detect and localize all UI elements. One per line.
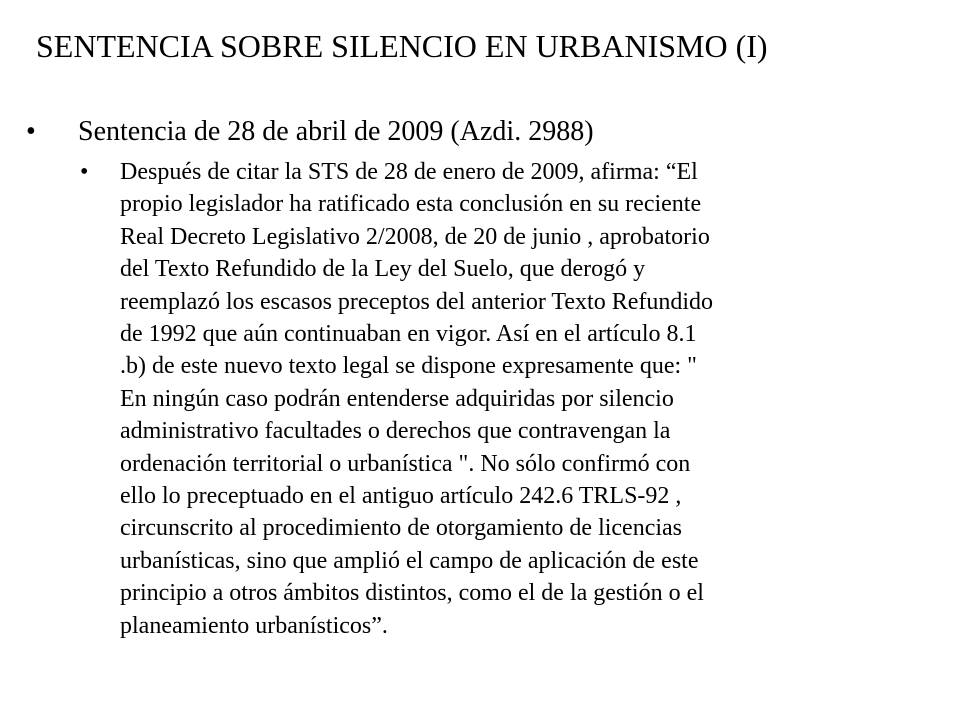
quote-line: planeamiento urbanísticos”. [120, 612, 388, 639]
sub-bullet-dot-icon: • [80, 159, 89, 185]
quote-line: administrativo facultades o derechos que contravengan la [120, 418, 671, 445]
quote-line: circunscrito al procedimiento de otorgamiento de licencias [120, 515, 683, 542]
bullet-heading-text: Sentencia de 28 de abril de 2009 (Azdi. 2988) [78, 116, 594, 147]
quote-line: del Texto Refundido de la Ley del Suelo, que derogó y [120, 256, 646, 283]
quote-line: Real Decreto Legislativo 2/2008, de 20 de junio , aprobatorio [120, 223, 710, 250]
quote-line: propio legislador ha ratificado esta conclusión en su reciente [120, 191, 702, 218]
quote-line: de 1992 que aún continuaban en vigor. Así en el artículo 8.1 [120, 321, 697, 348]
quote-line: Después de citar la STS de 28 de enero de 2009, afirma: “El [120, 159, 698, 185]
quote-line: En ningún caso podrán entenderse adquiridas por silencio [120, 385, 674, 412]
quote-line: principio a otros ámbitos distintos, como el de la gestión o el [120, 580, 704, 607]
bullet-dot-icon: • [26, 116, 36, 147]
quote-paragraph [120, 156, 920, 642]
quote-line: urbanísticas, sino que amplió el campo de aplicación de este [120, 547, 699, 574]
quote-line: ello lo preceptuado en el antiguo artículo 242.6 TRLS-92 , [120, 483, 682, 510]
slide-title: SENTENCIA SOBRE SILENCIO EN URBANISMO (I) [36, 28, 768, 64]
quote-line: .b) de este nuevo texto legal se dispone expresamente que: " [120, 353, 697, 380]
quote-line: ordenación territorial o urbanística ". No sólo confirmó con [120, 450, 691, 477]
quote-line: reemplazó los escasos preceptos del anterior Texto Refundido [120, 288, 714, 315]
